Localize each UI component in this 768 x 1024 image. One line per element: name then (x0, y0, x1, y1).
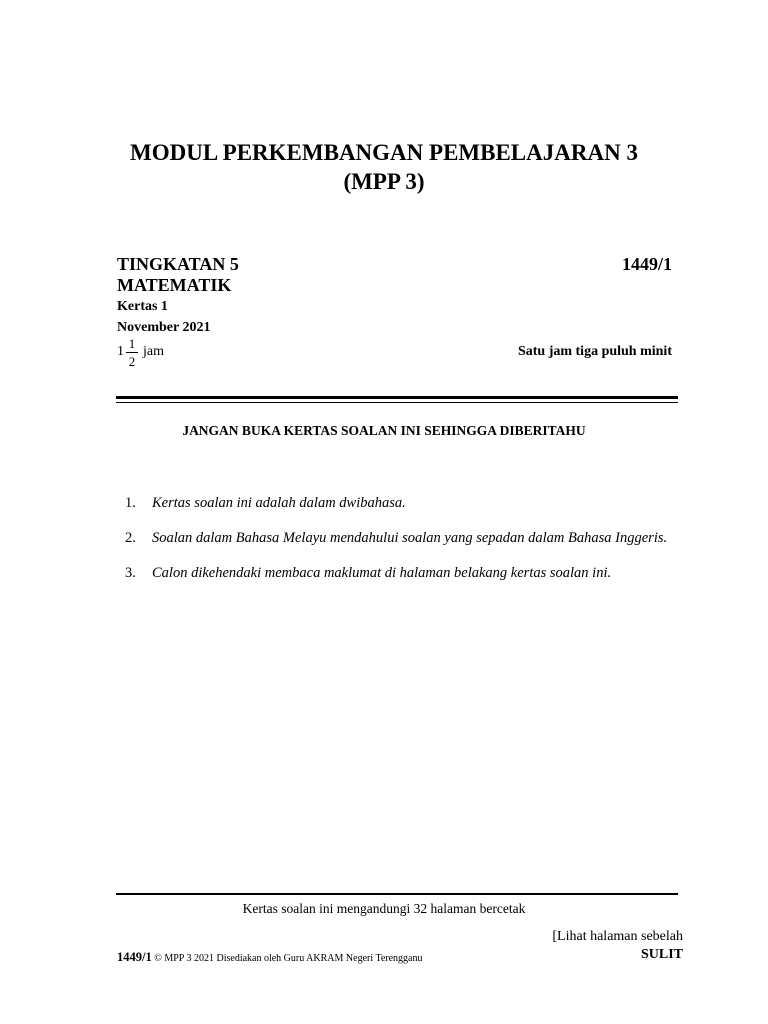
instructions-list (116, 494, 678, 599)
instruction-text: Soalan dalam Bahasa Melayu mendahului soalan yang sepadan dalam Bahasa Inggeris. (152, 530, 668, 546)
divider-thick (116, 396, 678, 399)
footer-prepared-by: Disediakan oleh Guru AKRAM Negeri Terengganu (216, 953, 423, 964)
instruction-number: 3. (125, 565, 136, 581)
instruction-item (116, 494, 678, 513)
divider-thin (116, 402, 678, 403)
duration-whole: 1 (117, 344, 124, 359)
instruction-item (116, 564, 678, 583)
instruction-number: 1. (125, 495, 136, 511)
turn-over-note: [Lihat halaman sebelah (552, 929, 683, 944)
duration-fraction-part (126, 336, 138, 369)
instruction-text: Kertas soalan ini adalah dalam dwibahasa. (152, 495, 406, 511)
instruction-number: 2. (125, 530, 136, 546)
title-line-1: MODUL PERKEMBANGAN PEMBELAJARAN 3 (130, 140, 638, 165)
footer-credits (117, 950, 423, 965)
fraction-numerator: 1 (128, 336, 136, 351)
footer-divider (116, 893, 678, 895)
instruction-text: Calon dikehendaki membaca maklumat di halaman belakang kertas soalan ini. (152, 565, 612, 581)
warning-notice: JANGAN BUKA KERTAS SOALAN INI SEHINGGA DIBERITAHU (182, 423, 586, 438)
exam-meta (117, 254, 239, 338)
duration-in-words: Satu jam tiga puluh minit (517, 344, 672, 359)
page-count-note: Kertas soalan ini mengandungi 32 halaman bercetak (242, 901, 526, 916)
level-label: TINGKATAN 5 (117, 254, 239, 274)
instruction-item (116, 529, 678, 548)
subject-label: MATEMATIK (117, 275, 232, 295)
fraction-bar (126, 352, 138, 353)
footer-copyright: © MPP 3 2021 (154, 953, 214, 964)
document-title (0, 138, 768, 196)
duration-unit: jam (143, 344, 164, 359)
exam-date: November 2021 (117, 320, 211, 335)
paper-label: Kertas 1 (117, 299, 168, 314)
paper-code: 1449/1 (621, 254, 672, 274)
classification-label: SULIT (640, 947, 683, 962)
footer-paper-code: 1449/1 (117, 950, 152, 964)
fraction-denominator: 2 (128, 354, 136, 369)
title-line-2: (MPP 3) (343, 169, 425, 194)
